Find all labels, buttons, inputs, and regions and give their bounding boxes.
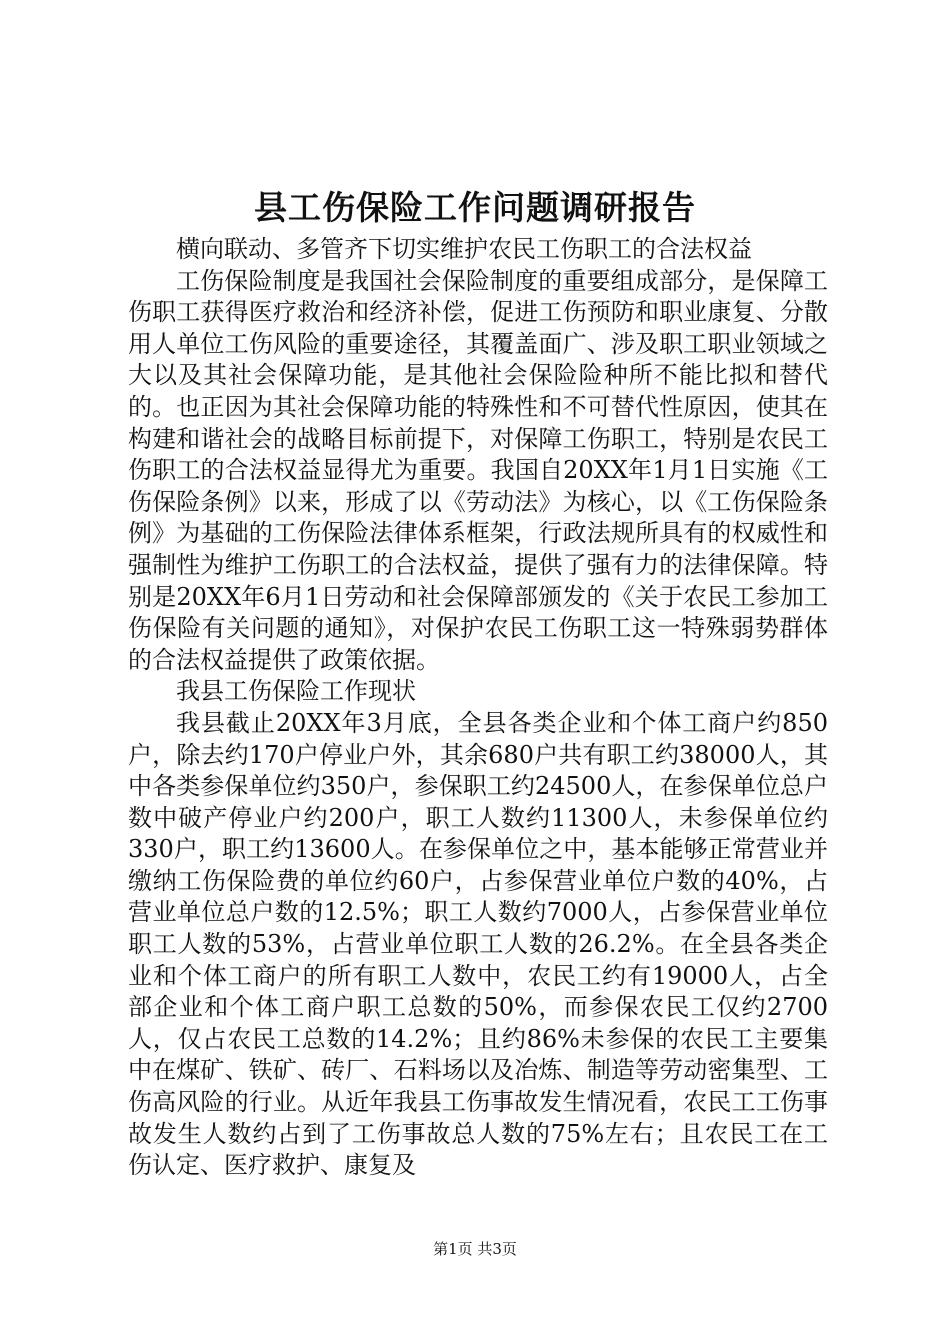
- intro-paragraph: 工伤保险制度是我国社会保险制度的重要组成部分，是保障工伤职工获得医疗救治和经济补偿，促进工伤预防和职业康复、分散用人单位工伤风险的重要途径，其覆盖面广、涉及职工职业领域之大以及其社会保障功能，是其他社会保险险种所不能比拟和替代的。也正因为其社会保障功能的特殊性和不可替代性原因，使其在构建和谐社会的战略目标前提下，对保障工伤职工，特别是农民工伤职工的合法权益显得尤为重要。我国自20XX年1月1日实施《工伤保险条例》以来，形成了以《劳动法》为核心，以《工伤保险条例》为基础的工伤保险法律体系框架，行政法规所具有的权威性和强制性为维护工伤职工的合法权益，提供了强有力的法律保障。特别是20XX年6月1日劳动和社会保障部颁发的《关于农民工参加工伤保险有关问题的通知》，对保护农民工伤职工这一特殊弱势群体的合法权益提供了政策依据。: [128, 266, 828, 674]
- document-title: 县工伤保险工作问题调研报告: [254, 188, 696, 227]
- section-heading: 我县工伤保险工作现状: [176, 677, 416, 706]
- subtitle-paragraph: 横向联动、多管齐下切实维护农民工伤职工的合法权益: [176, 235, 752, 263]
- page-footer: 第1页 共3页: [433, 1240, 517, 1258]
- document-body: [128, 234, 828, 1182]
- status-paragraph: 我县截止20XX年3月底，全县各类企业和个体工商户约850户，除去约170户停业户外，其余680户共有职工约38000人，其中各类参保单位约350户，参保职工约24500人，在参保单位总户数中破产停业户约200户，职工人数约11300人，未参保单位约330户，职工约13600人。在参保单位之中，基本能够正常营业并缴纳工伤保险费的单位约60户，占参保营业单位户数的40%，占营业单位总户数的12.5%；职工人数约7000人，占参保营业单位职工人数的53%，占营业单位职工人数的26.2%。在全县各类企业和个体工商户的所有职工人数中，农民工约有19000人，占全部企业和个体工商户职工总数的50%，而参保农民工仅约2700人，仅占农民工总数的14.2%；且约86%未参保的农民工主要集中在煤矿、铁矿、砖厂、石料场以及冶炼、制造等劳动密集型、工伤高风险的行业。从近年我县工伤事故发生情况看，农民工工伤事故发生人数约占到了工伤事故总人数的75%左右；且农民工在工伤认定、医疗救护、康复及: [128, 708, 828, 1180]
